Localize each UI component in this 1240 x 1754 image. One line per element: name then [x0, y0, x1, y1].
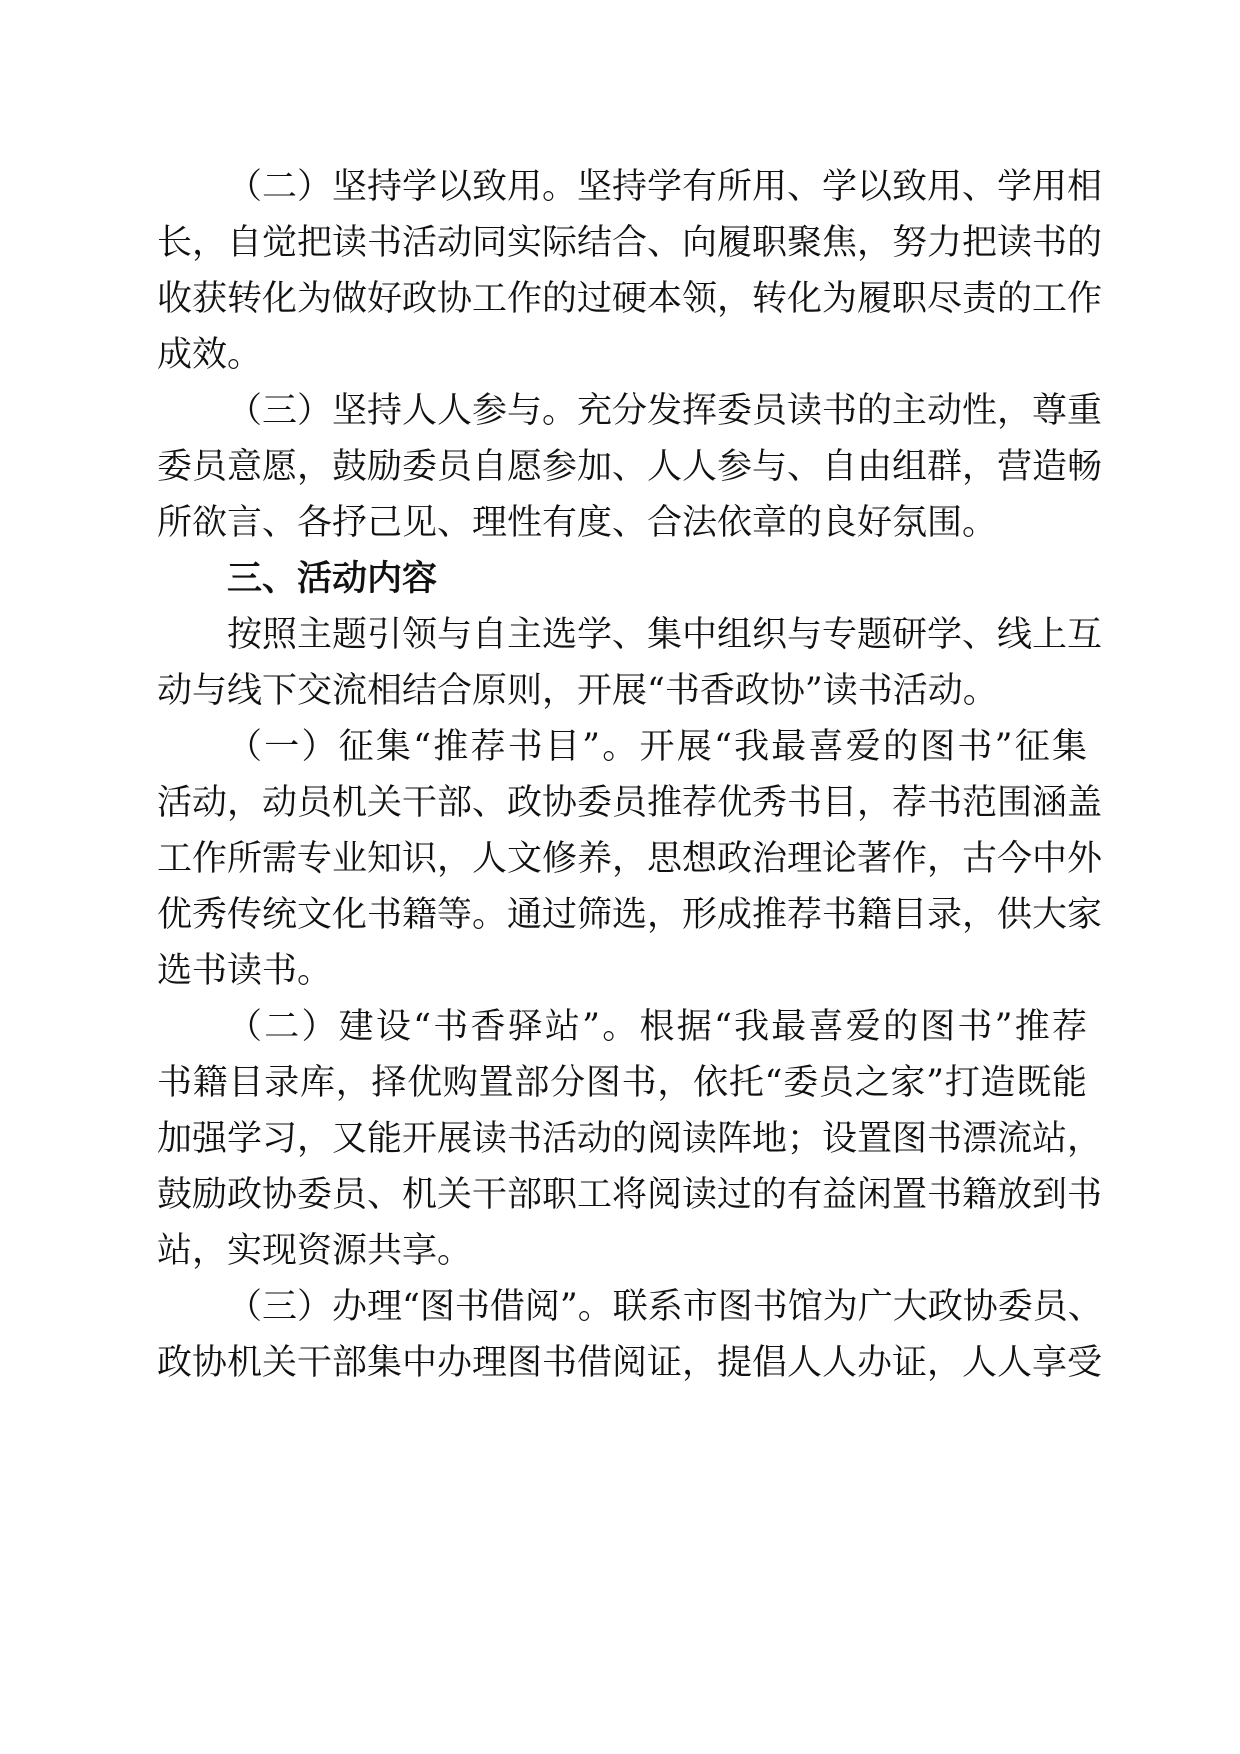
paragraph-line: 站，实现资源共享。: [157, 1231, 473, 1271]
paragraph-line: 活动，动员机关干部、政协委员推荐优秀书目，荐书范围涵盖: [157, 783, 1103, 823]
paragraph-line: 政协机关干部集中办理图书借阅证，提倡人人办证，人人享受: [157, 1343, 1103, 1383]
paragraph-line: 收获转化为做好政协工作的过硬本领，转化为履职尽责的工作: [157, 279, 1103, 319]
paragraph-line: 工作所需专业知识，人文修养，思想政治理论著作，古今中外: [157, 839, 1103, 879]
paragraph-line: 动与线下交流相结合原则，开展“书香政协”读书活动。: [157, 671, 998, 711]
paragraph-line: 长，自觉把读书活动同实际结合、向履职聚焦，努力把读书的: [157, 223, 1103, 263]
paragraph-line: 选书读书。: [157, 951, 333, 991]
paragraph-line: 所欲言、各抒己见、理性有度、合法依章的良好氛围。: [157, 503, 998, 543]
paragraph-line: 加强学习，又能开展读书活动的阅读阵地；设置图书漂流站，: [157, 1119, 1103, 1159]
paragraph-line: 委员意愿，鼓励委员自愿参加、人人参与、自由组群，营造畅: [157, 447, 1103, 487]
paragraph-line: 优秀传统文化书籍等。通过筛选，形成推荐书籍目录，供大家: [157, 895, 1103, 935]
paragraph-line: （二）坚持学以致用。坚持学有所用、学以致用、学用相: [227, 167, 1103, 207]
paragraph-line: （三）坚持人人参与。充分发挥委员读书的主动性，尊重: [227, 391, 1103, 431]
paragraph-line: 成效。: [157, 335, 263, 375]
paragraph-line: 书籍目录库，择优购置部分图书，依托“委员之家”打造既能: [157, 1063, 1087, 1103]
paragraph-line: 鼓励政协委员、机关干部职工将阅读过的有益闲置书籍放到书: [157, 1175, 1103, 1215]
paragraph-line: （三）办理“图书借阅”。联系市图书馆为广大政协委员、: [227, 1287, 1103, 1327]
paragraph-line: （二）建设“书香驿站”。根据“我最喜爱的图书”推荐: [227, 1007, 1087, 1047]
paragraph-line: （一）征集“推荐书目”。开展“我最喜爱的图书”征集: [227, 727, 1087, 767]
paragraph-line: 按照主题引领与自主选学、集中组织与专题研学、线上互: [227, 615, 1103, 655]
section-heading: 三、活动内容: [227, 559, 438, 599]
